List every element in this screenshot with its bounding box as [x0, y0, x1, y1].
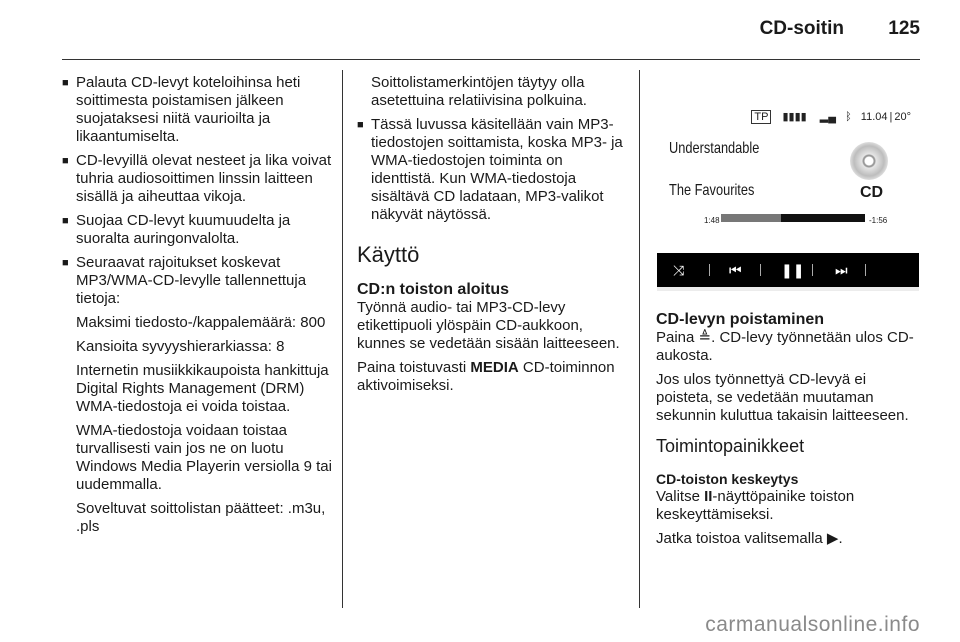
page-number: 125	[888, 18, 920, 39]
screen-content	[657, 96, 919, 253]
separator	[709, 264, 710, 276]
control-bar	[657, 253, 919, 287]
page-header	[0, 18, 960, 48]
subsection-heading: CD:n toiston aloitus	[357, 281, 509, 298]
cd-player-screen	[657, 96, 919, 291]
clock: 11.04	[860, 111, 888, 123]
track-title: Understandable	[669, 140, 760, 157]
progress-bar[interactable]	[721, 214, 865, 222]
temperature: 20°	[894, 111, 911, 123]
separator	[812, 264, 813, 276]
separator	[760, 264, 761, 276]
section-heading: Toimintopainikkeet	[656, 436, 805, 456]
remaining-time: -1:56	[869, 216, 888, 225]
bullet-item: ■ Tässä luvussa käsitellään vain MP3-tiedostojen soittamista, koska MP3- ja WMA-tiedostojen toiminta on identtistä. Kun WMA-tiedostoja sisältävä CD ladataan, MP3-valikot näkyvät näytössä.	[357, 116, 627, 224]
source-label: CD	[860, 184, 884, 201]
previous-track-icon[interactable]: ⏮	[729, 262, 742, 278]
paragraph: Maksimi tiedosto-/kappalemäärä: 800	[76, 314, 326, 331]
header-divider	[62, 59, 920, 60]
battery-icon: ▮▮▮▮	[782, 111, 807, 123]
paragraph: Internetin musiikkikaupoista hankittuja Digital Rights Management (DRM) WMA-tiedostoja ei voida toistaa.	[76, 362, 329, 415]
eject-icon: ≜	[698, 329, 712, 346]
bullet-item: ■ Palauta CD-levyt koteloihinsa heti soittimesta poistamisen jälkeen suojataksesi niitä vaurioilta ja likaantumiselta.	[62, 74, 332, 146]
cd-disc-icon	[850, 142, 888, 180]
album-title: The Favourites	[669, 182, 755, 199]
watermark: carmanualsonline.info	[705, 613, 920, 636]
elapsed-time: 1:48	[704, 216, 720, 225]
subsection-heading: CD-levyn poistaminen	[656, 311, 825, 328]
bullet-item: ■ Suojaa CD-levyt kuumuudelta ja suoralta auringonvalolta.	[62, 212, 332, 248]
tp-indicator: TP	[751, 110, 771, 124]
pause-symbol: II	[704, 488, 713, 505]
column-1	[62, 74, 332, 542]
play-icon: ▶	[826, 530, 839, 547]
progress-fill	[721, 214, 781, 222]
media-button-label: MEDIA	[470, 359, 519, 376]
bullet-item: ■ CD-levyillä olevat nesteet ja lika voivat tuhria audiosoittimen linssin laitteen sisällä ja aiheuttaa vikoja.	[62, 152, 332, 206]
paragraph: Paina ≜. CD-levy työnnetään ulos CD-aukosta.	[656, 329, 914, 364]
column-divider-1	[342, 70, 343, 608]
paragraph: Jos ulos työnnettyä CD-levyä ei poisteta, se vedetään muutaman sekunnin kuluttua takaisin laitteeseen.	[656, 371, 909, 424]
column-2	[357, 74, 627, 401]
column-divider-2	[639, 70, 640, 608]
paragraph: Kansioita syvyyshierarkiassa: 8	[76, 338, 285, 355]
status-bar: TP ▮▮▮▮ ▂▄ ᛒ 11.04 | 20°	[751, 108, 911, 126]
paragraph: Paina toistuvasti MEDIA CD-toiminnon aktivoimiseksi.	[357, 359, 615, 394]
next-track-icon[interactable]: ⏭	[835, 262, 848, 278]
bullet-item: ■ Seuraavat rajoitukset koskevat MP3/WMA-CD-levylle tallennettuja tietoja:	[62, 254, 332, 308]
paragraph: Jatka toistoa valitsemalla ▶.	[656, 530, 843, 547]
shuffle-icon[interactable]: ⤨	[673, 262, 685, 278]
page-title: CD-soitin	[759, 18, 844, 39]
section-heading: Käyttö	[357, 242, 420, 267]
paragraph: WMA-tiedostoja voidaan toistaa turvallisesti vain jos ne on luotu Windows Media Playerin versiolla 9 tai uudemmalla.	[76, 422, 332, 493]
paragraph: Soveltuvat soittolistan päätteet: .m3u, .pls	[76, 500, 326, 535]
paragraph: Soittolistamerkintöjen täytyy olla asetettuina relatiivisina polkuina.	[371, 74, 587, 109]
column-3	[656, 310, 922, 554]
bluetooth-icon: ᛒ	[845, 111, 852, 123]
signal-icon: ▂▄	[819, 111, 837, 123]
pause-icon[interactable]: ❚❚	[781, 262, 805, 278]
separator	[865, 264, 866, 276]
paragraph: Valitse II-näyttöpainike toiston keskeyttämiseksi.	[656, 488, 855, 523]
subsection-heading: CD-toiston keskeytys	[656, 471, 799, 487]
paragraph: Työnnä audio- tai MP3-CD-levy etikettipuoli ylöspäin CD-aukkoon, kunnes se vedetään sisään laitteeseen.	[357, 299, 620, 352]
